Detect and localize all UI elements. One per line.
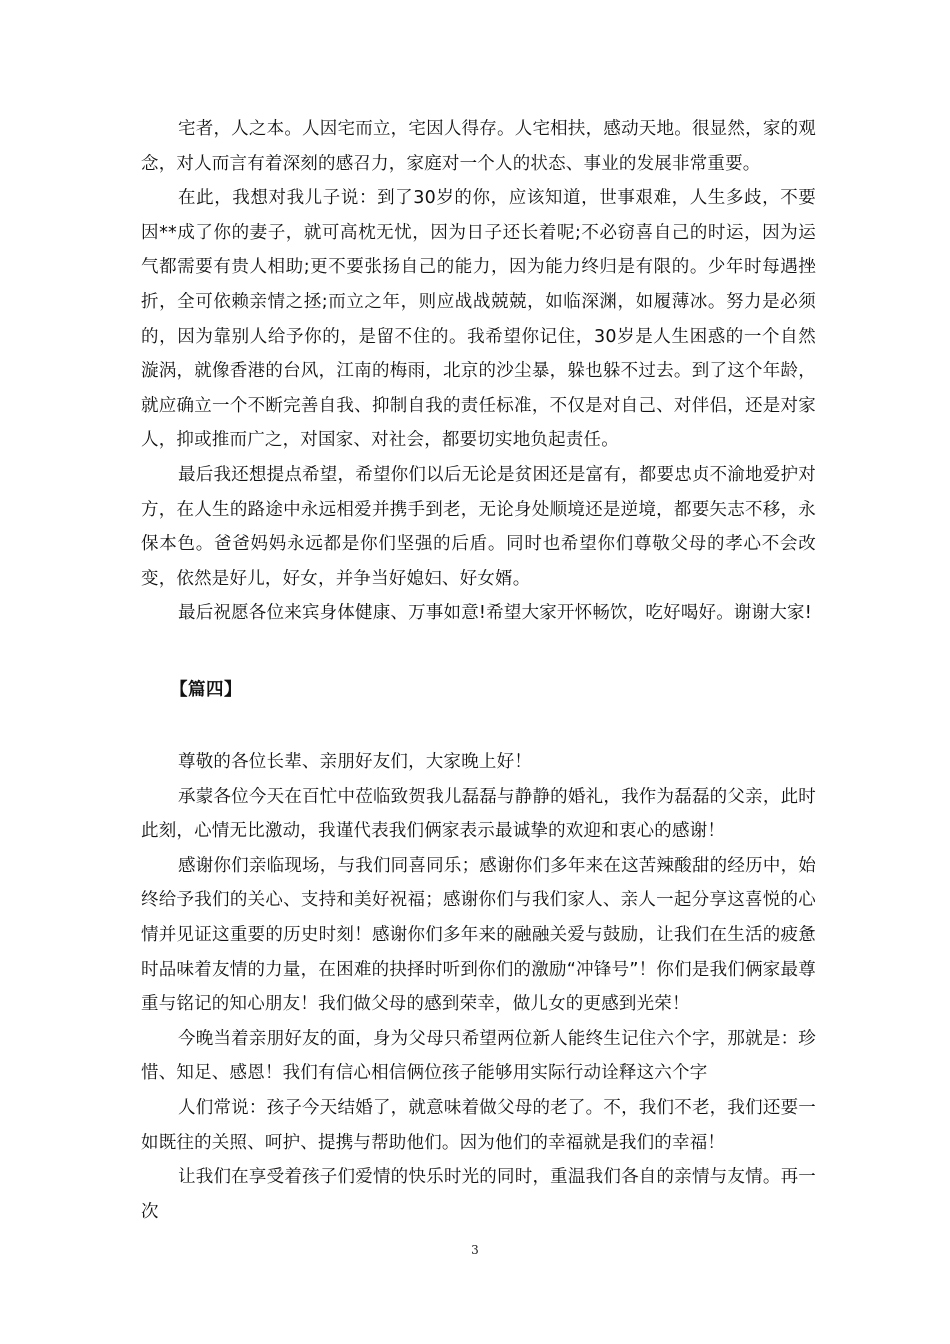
page-number: 3 [471,1243,479,1257]
paragraph-six-words: 今晚当着亲朋好友的面，身为父母只希望两位新人能终生记住六个字，那就是：珍惜、知足、感恩！我们有信心相信俩位孩子能够用实际行动诠释这六个字 [141,1028,816,1084]
speech-part-two [141,745,816,1229]
paragraph-greeting: 尊敬的各位长辈、亲朋好友们，大家晚上好！ [178,752,532,772]
paragraph-final-hopes: 最后我还想提点希望，希望你们以后无论是贫困还是富有，都要忠贞不渝地爱护对方，在人生的路途中永远相爱并携手到老，无论身处顺境还是逆境，都要矢志不移，永保本色。爸爸妈妈永远都是你们坚强的后盾。同时也希望你们尊敬父母的孝心不会改变，依然是好儿，好女，并争当好媳妇、好女婿。 [141,464,816,589]
paragraph-gratitude: 感谢你们亲临现场，与我们同喜同乐；感谢你们多年来在这苦辣酸甜的经历中，始终给予我们的关心、支持和美好祝福；感谢你们与我们家人、亲人一起分享这喜悦的心情并见证这重要的历史时刻！感谢你们多年来的融融关爱与鼓励，让我们在生活的疲惫时品味着友情的力量，在困难的抉择时听到你们的激励“冲锋号”！你们是我们俩家最尊重与铭记的知心朋友！我们做父母的感到荣幸，做儿女的更感到光荣！ [141,855,816,1015]
paragraph-advice-to-son: 在此，我想对我儿子说：到了30岁的你，应该知道，世事艰难，人生多歧，不要因**成了你的妻子，就可高枕无忧，因为日子还长着呢;不必窃喜自己的时运，因为运气都需要有贵人相助;更不要张扬自己的能力，因为能力终归是有限的。少年时每遇挫折，全可依赖亲情之拯;而立之年，则应战战兢兢，如临深渊，如履薄冰。努力是必须的，因为靠别人给予你的，是留不住的。我希望你记住，30岁是人生困惑的一个自然漩涡，就像香港的台风，江南的梅雨，北京的沙尘暴，躲也躲不过去。到了这个年龄，就应确立一个不断完善自我、抑制自我的责任标准，不仅是对自己、对伴侣，还是对家人，抑或推而广之，对国家、对社会，都要切实地负起责任。 [141,188,816,451]
paragraph-closing-wishes: 最后祝愿各位来宾身体健康、万事如意!希望大家开怀畅饮，吃好喝好。谢谢大家! [178,603,812,624]
paragraph-not-old: 人们常说：孩子今天结婚了，就意味着做父母的老了。不，我们不老，我们还要一如既往的关照、呵护、提携与帮助他们。因为他们的幸福就是我们的幸福！ [141,1097,816,1153]
paragraph-welcome-thanks: 承蒙各位今天在百忙中莅临致贺我儿磊磊与静静的婚礼，我作为磊磊的父亲，此时此刻，心情无比激动，我谨代表我们俩家表示最诚挚的欢迎和衷心的感谢！ [141,786,816,842]
paragraph-continued: 让我们在享受着孩子们爱情的快乐时光的同时，重温我们各自的亲情与友情。再一次 [141,1167,816,1222]
paragraph-home-concept: 宅者，人之本。人因宅而立，宅因人得存。人宅相扶，感动天地。很显然，家的观念，对人而言有着深刻的感召力，家庭对一个人的状态、事业的发展非常重要。 [141,119,816,174]
section-heading: 【篇四】 [170,680,242,700]
speech-part-one [141,112,816,631]
